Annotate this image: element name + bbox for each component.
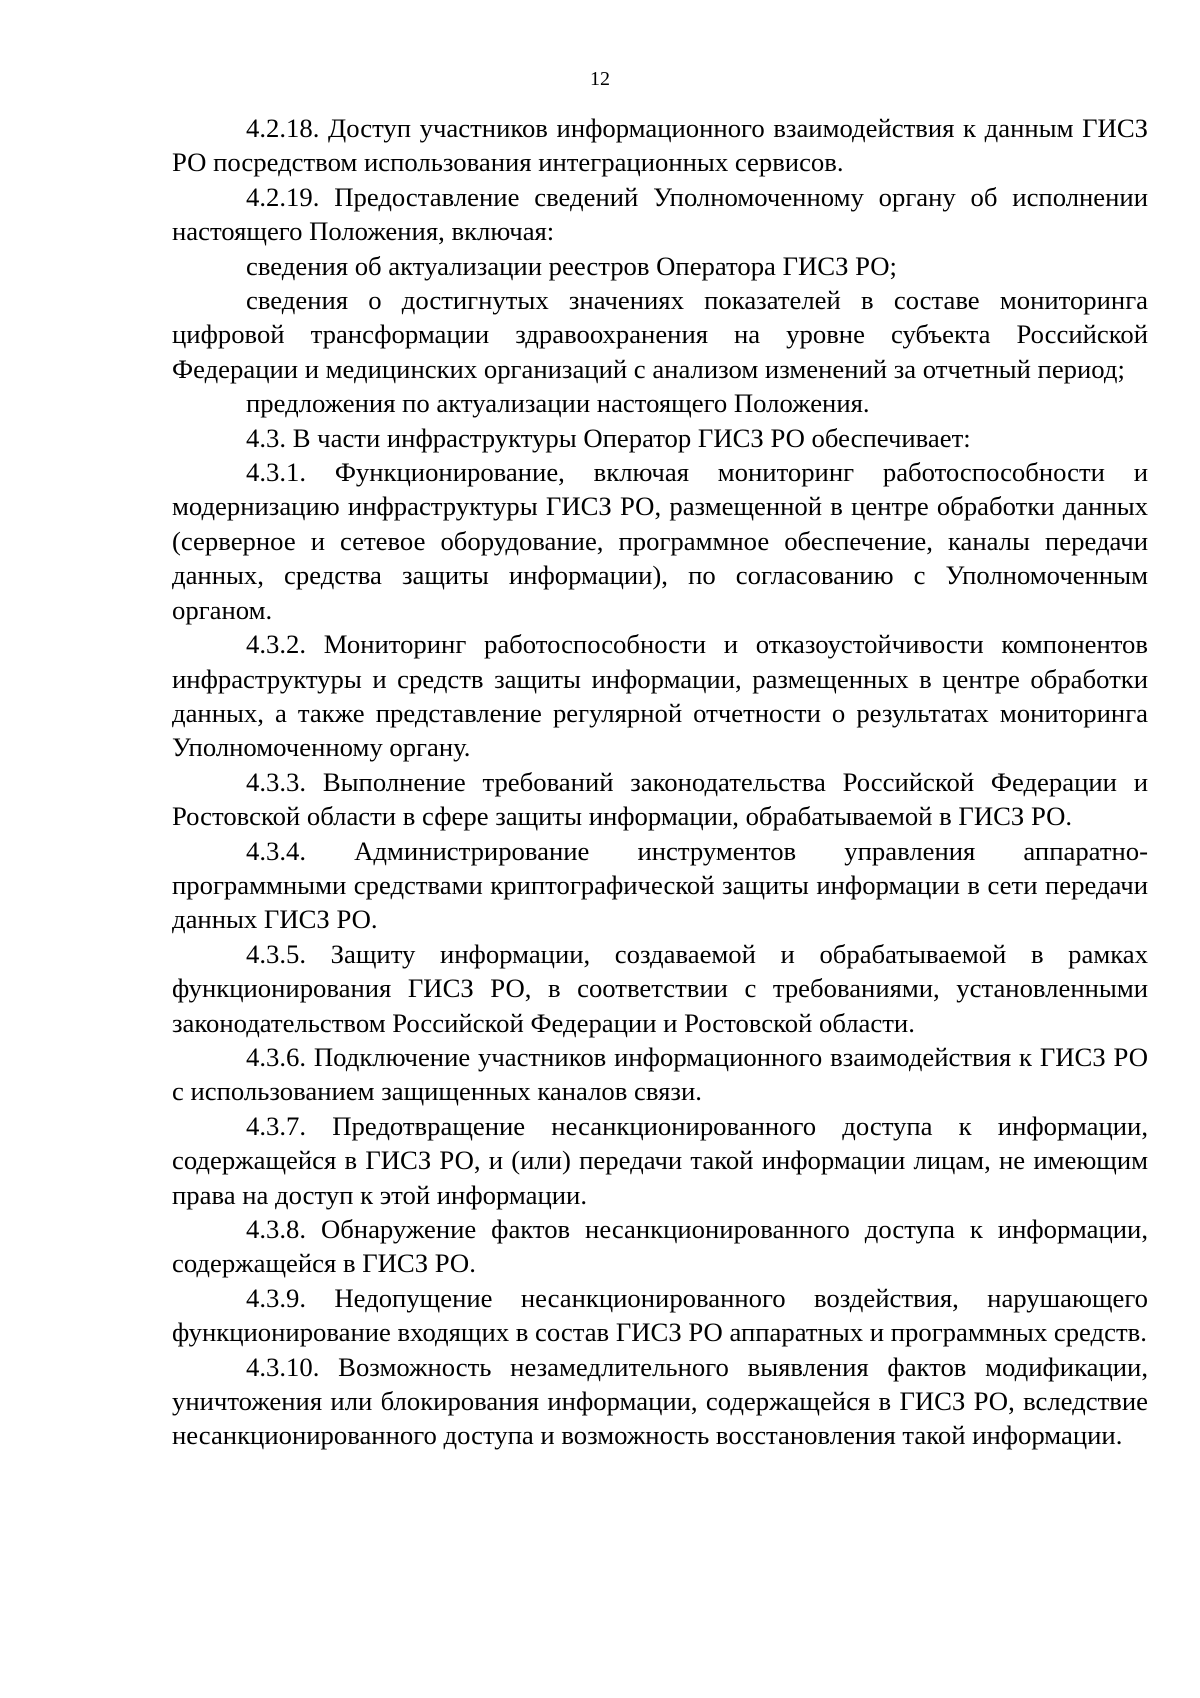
- paragraph-4-3-2: 4.3.2. Мониторинг работоспособности и отказоустойчивости компонентов инфраструктуры и средств защиты информации, размещенных в центре обработки данных, а также представление регулярной отчетности о результатах мониторинга Уполномоченному органу.: [172, 629, 1148, 763]
- paragraph-4-2-19: 4.2.19. Предоставление сведений Уполномоченному органу об исполнении настоящего Положения, включая:: [172, 181, 1148, 247]
- paragraph-4-3-7: 4.3.7. Предотвращение несанкционированного доступа к информации, содержащейся в ГИСЗ РО, и (или) передачи такой информации лицам, не имеющим права на доступ к этой информации.: [172, 1110, 1148, 1210]
- paragraph-4-2-18: 4.2.18. Доступ участников информационного взаимодействия к данным ГИСЗ РО посредством использования интеграционных сервисов.: [172, 113, 1148, 178]
- paragraph-4-3-10: 4.3.10. Возможность незамедлительного выявления фактов модификации, уничтожения или блокирования информации, содержащейся в ГИСЗ РО, вследствие несанкционированного доступа и возможность восстановления такой информации.: [172, 1351, 1148, 1451]
- paragraph-reestr-info: сведения об актуализации реестров Оператора ГИСЗ РО;: [246, 250, 897, 281]
- paragraph-4-3-6: 4.3.6. Подключение участников информационного взаимодействия к ГИСЗ РО с использованием защищенных каналов связи.: [172, 1041, 1148, 1107]
- paragraph-proposals: предложения по актуализации настоящего Положения.: [246, 388, 870, 419]
- document-body: [172, 111, 1148, 1453]
- paragraph-4-3-5: 4.3.5. Защиту информации, создаваемой и обрабатываемой в рамках функционирования ГИСЗ РО, в соответствии с требованиями, установленными законодательством Российской Федерации и Ростовской области.: [172, 938, 1148, 1038]
- paragraph-4-3: 4.3. В части инфраструктуры Оператор ГИСЗ РО обеспечивает:: [246, 422, 971, 453]
- paragraph-4-3-8: 4.3.8. Обнаружение фактов несанкционированного доступа к информации, содержащейся в ГИСЗ РО.: [172, 1214, 1148, 1279]
- paragraph-4-3-9: 4.3.9. Недопущение несанкционированного воздействия, нарушающего функционирование входящих в состав ГИСЗ РО аппаратных и программных средств.: [172, 1282, 1148, 1348]
- paragraph-4-3-1: 4.3.1. Функционирование, включая мониторинг работоспособности и модернизацию инфраструктуры ГИСЗ РО, размещенной в центре обработки данных (серверное и сетевое оборудование, программное обеспечение, каналы передачи данных, средства защиты информации), по согласованию с Уполномоченным органом.: [172, 457, 1148, 625]
- page-number: 12: [590, 68, 610, 90]
- paragraph-monitoring-info: сведения о достигнутых значениях показателей в составе мониторинга цифровой трансформации здравоохранения на уровне субъекта Российской Федерации и медицинских организаций с анализом изменений за отчетный период;: [172, 285, 1148, 384]
- paragraph-4-3-4: 4.3.4. Администрирование инструментов управления аппаратно-программными средствами криптографической защиты информации в сети передачи данных ГИСЗ РО.: [172, 835, 1148, 935]
- paragraph-4-3-3: 4.3.3. Выполнение требований законодательства Российской Федерации и Ростовской области в сфере защиты информации, обрабатываемой в ГИСЗ РО.: [172, 766, 1148, 832]
